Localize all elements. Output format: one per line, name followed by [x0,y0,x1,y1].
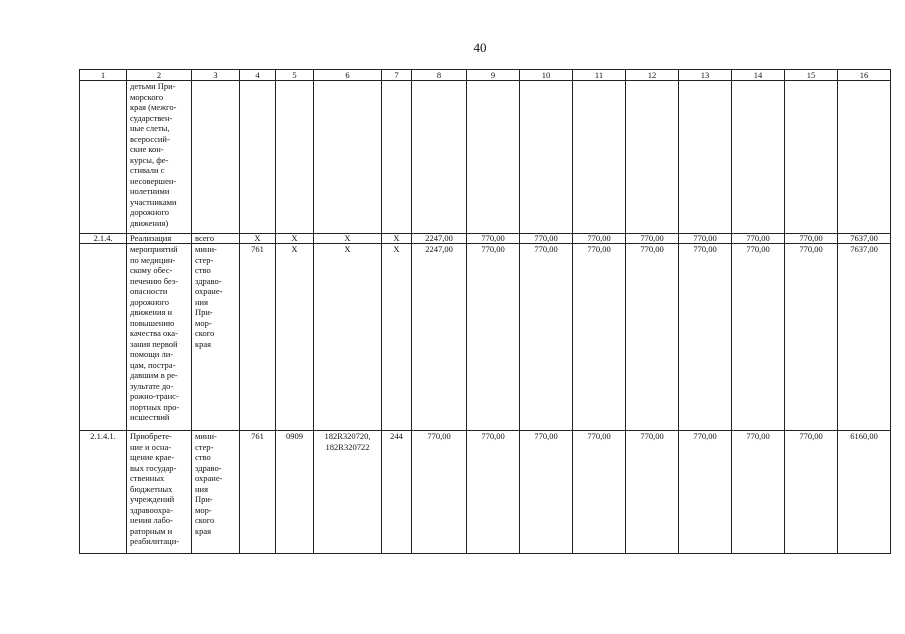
cell-col4: 761 [240,431,276,554]
header-cell: 13 [679,70,732,81]
cell-description: Реализация [127,234,192,244]
cell-description: Приобрете- ние и осна- щение крае- вых государ- ственных бюджетных учреждений здравоохра- нения лабо- раторным и реабилитаци- [127,431,192,554]
cell-col4: 761 [240,244,276,431]
cell-col11: 770,00 [573,244,626,431]
cell-col16: 7637,00 [838,234,891,244]
header-cell: 2 [127,70,192,81]
cell-col13 [679,81,732,234]
header-cell: 10 [520,70,573,81]
cell-col10: 770,00 [520,244,573,431]
cell-col16 [838,81,891,234]
cell-col8: 2247,00 [412,234,467,244]
table-row [80,431,891,554]
cell-col9: 770,00 [467,431,520,554]
table-row [80,234,891,244]
cell-col14: 770,00 [732,431,785,554]
cell-col9 [467,81,520,234]
cell-col5 [276,81,314,234]
cell-col9: 770,00 [467,234,520,244]
cell-col15: 770,00 [785,244,838,431]
cell-col7: X [382,234,412,244]
header-cell: 9 [467,70,520,81]
header-cell: 16 [838,70,891,81]
table-row [80,244,891,431]
cell-col7 [382,81,412,234]
cell-col6 [314,81,382,234]
header-cell: 14 [732,70,785,81]
header-cell: 3 [192,70,240,81]
cell-executor: всего [192,234,240,244]
cell-col12: 770,00 [626,431,679,554]
cell-col12: 770,00 [626,234,679,244]
cell-col8 [412,81,467,234]
cell-col14: 770,00 [732,244,785,431]
cell-col13: 770,00 [679,244,732,431]
cell-col11 [573,81,626,234]
header-cell: 5 [276,70,314,81]
cell-col15 [785,81,838,234]
cell-col7: 244 [382,431,412,554]
header-cell: 11 [573,70,626,81]
cell-description: мероприятий по медицин- скому обес- печению без- опасности дорожного движения и повышению качества ока- зания первой помощи ли- цам, постра- давшим в ре- зультате до- рожно-транс- портных про- исшествий [127,244,192,431]
cell-col14: 770,00 [732,234,785,244]
header-cell: 15 [785,70,838,81]
header-cell: 6 [314,70,382,81]
cell-executor [192,81,240,234]
cell-col10: 770,00 [520,234,573,244]
cell-executor: мини- стер- ство здраво- охране- ния При- мор- ского края [192,244,240,431]
cell-col13: 770,00 [679,431,732,554]
cell-col10: 770,00 [520,431,573,554]
header-cell: 12 [626,70,679,81]
cell-col13: 770,00 [679,234,732,244]
cell-number: 2.1.4. [80,234,127,244]
cell-col8: 770,00 [412,431,467,554]
header-cell: 1 [80,70,127,81]
cell-col6: 182R320720, 182R320722 [314,431,382,554]
cell-col4 [240,81,276,234]
budget-table [79,69,891,554]
cell-col10 [520,81,573,234]
cell-col16: 6160,00 [838,431,891,554]
table-header-row [80,70,891,81]
cell-col5: X [276,244,314,431]
cell-col14 [732,81,785,234]
header-cell: 8 [412,70,467,81]
cell-col7: X [382,244,412,431]
page-number: 40 [473,40,487,55]
header-cell: 7 [382,70,412,81]
cell-number: 2.1.4.1. [80,431,127,554]
cell-col6: X [314,234,382,244]
cell-number [80,81,127,234]
cell-col15: 770,00 [785,431,838,554]
cell-col5: 0909 [276,431,314,554]
cell-description: детьми При- морского края (межго- сударствен- ные слеты, всероссий- ские кон- курсы, фе- стивали с несовершен- нолетними участниками дорожного движения) [127,81,192,234]
cell-col16: 7637,00 [838,244,891,431]
cell-col6: X [314,244,382,431]
cell-col5: X [276,234,314,244]
cell-col11: 770,00 [573,431,626,554]
cell-col12: 770,00 [626,244,679,431]
header-cell: 4 [240,70,276,81]
cell-col9: 770,00 [467,244,520,431]
cell-col12 [626,81,679,234]
cell-executor: мини- стер- ство здраво- охране- ния При- мор- ского края [192,431,240,554]
table-row [80,81,891,234]
cell-col11: 770,00 [573,234,626,244]
cell-col4: X [240,234,276,244]
cell-col8: 2247,00 [412,244,467,431]
cell-number [80,244,127,431]
cell-col15: 770,00 [785,234,838,244]
